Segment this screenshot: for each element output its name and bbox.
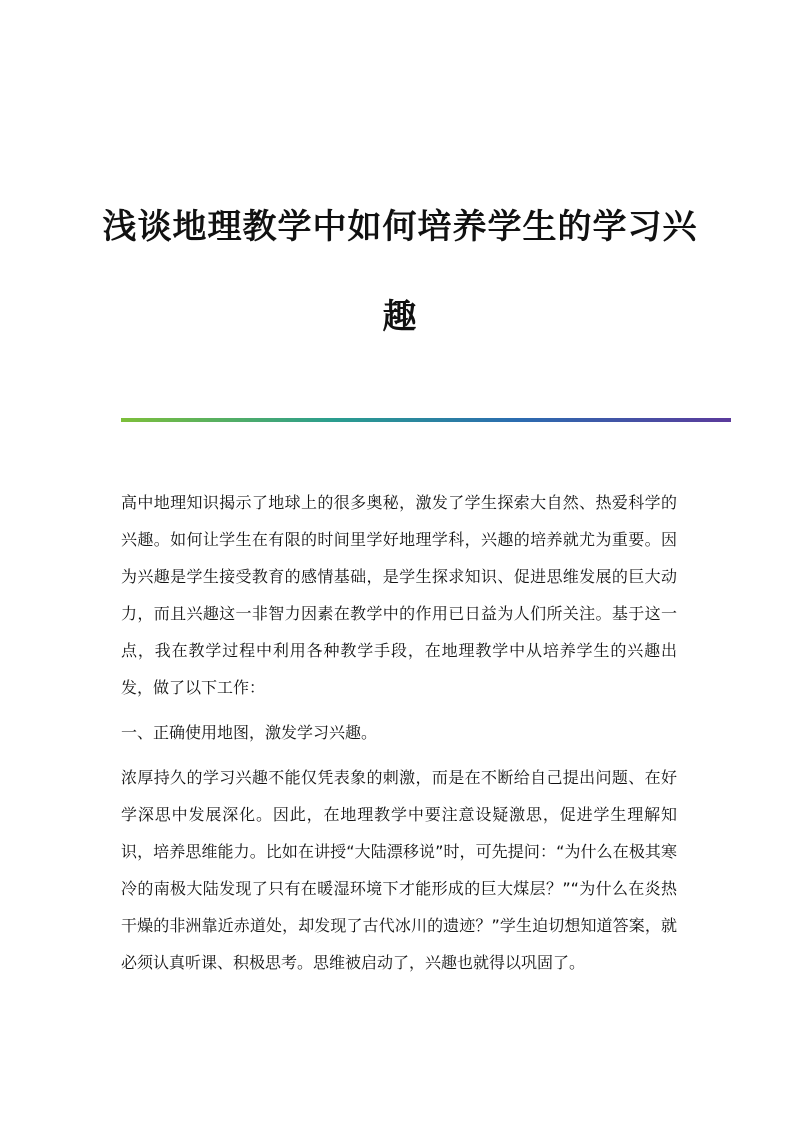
- title-divider: [121, 418, 731, 422]
- section-heading-1: 一、正确使用地图，激发学习兴趣。: [121, 723, 378, 742]
- document-title: 浅谈地理教学中如何培养学生的学习兴趣: [102, 207, 698, 337]
- paragraph-intro: 高中地理知识揭示了地球上的很多奥秘，激发了学生探索大自然、热爱科学的兴趣。如何让学生在有限的时间里学好地理学科，兴趣的培养就尤为重要。因为兴趣是学生接受教育的感情基础，是学生探求知识、促进思维发展的巨大动力，而且兴趣这一非智力因素在教学中的作用已日益为人们所关注。基于这一点，我在教学过程中利用各种教学手段，在地理教学中从培养学生的兴趣出发，做了以下工作：: [121, 493, 677, 697]
- paragraph-section-1: 浓厚持久的学习兴趣不能仅凭表象的刺激，而是在不断给自己提出问题、在好学深思中发展深化。因此，在地理教学中要注意设疑激思，促进学生理解知识，培养思维能力。比如在讲授“大陆漂移说”时，可先提问：“为什么在极其寒冷的南极大陆发现了只有在暖湿环境下才能形成的巨大煤层？”“为什么在炎热干燥的非洲靠近赤道处，却发现了古代冰川的遗迹？”学生迫切想知道答案，就必须认真听课、积极思考。思维被启动了，兴趣也就得以巩固了。: [121, 768, 677, 972]
- document-body: [121, 484, 677, 989]
